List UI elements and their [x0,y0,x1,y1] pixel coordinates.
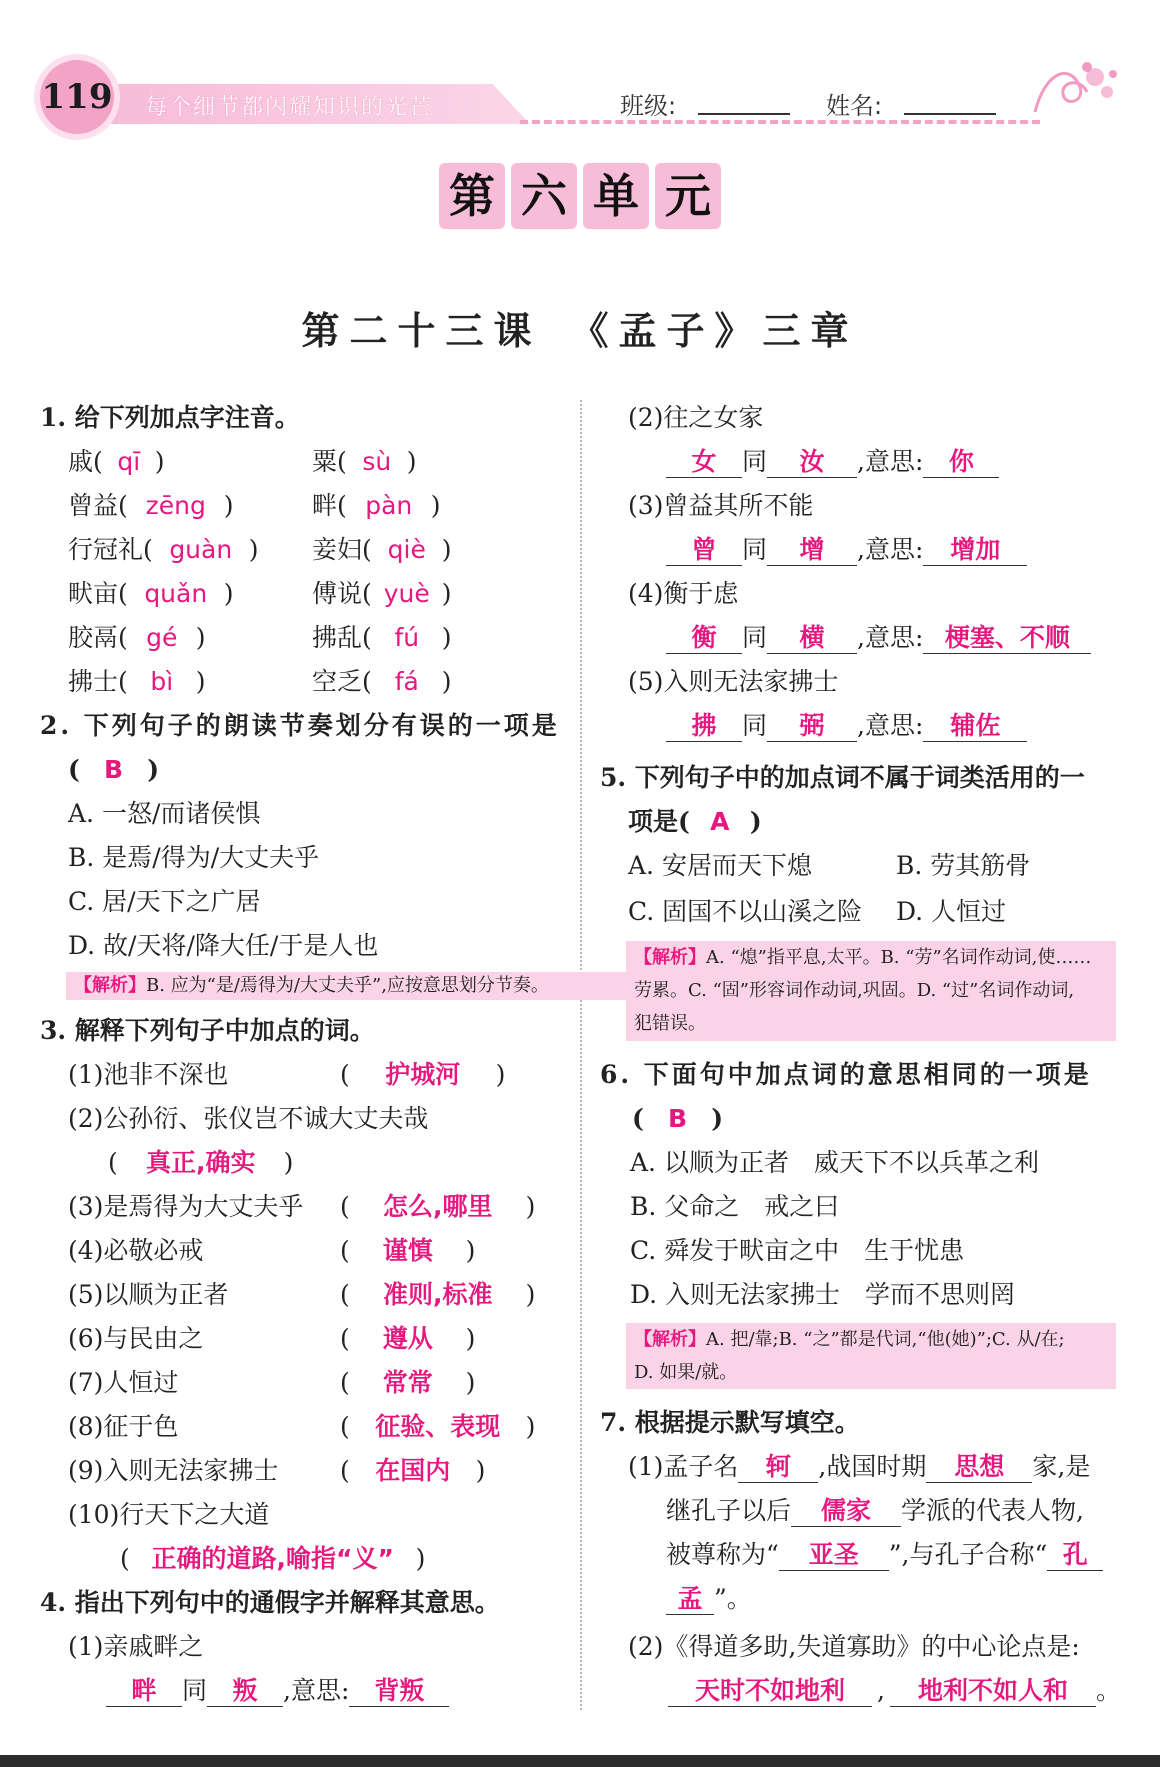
name-field[interactable] [904,113,996,115]
q6-option: D. 入则无法家拂士 学而不思则罔 [630,1280,1016,1309]
q2-analysis: 【解析】B. 应为“是/焉得为/大丈夫乎”,应按意思划分节奏。 [66,972,626,1000]
q7-line: 孟 ”。 [666,1584,752,1615]
lesson-title: 第二十三课 《孟子》三章 [301,308,859,353]
q3-question: (2)公孙衍、张仪岂不诚大丈夫哉 [68,1104,429,1133]
q2-option: A. 一怒/而诸侯惧 [68,799,261,828]
q3-answer: ( 护城河 ) [340,1060,506,1089]
q3-answer: ( 征验、表现 ) [340,1412,536,1441]
q4-question: (5)入则无法家拂士 [628,667,839,696]
q7-line: 天时不如地利 , 地利不如人和 。 [668,1676,1121,1707]
q4-answer: 拂 同 弼 ,意思: 辅佐 [666,711,1027,742]
class-label: 班级: [620,92,677,120]
q5-option: C. 固国不以山溪之险 [628,897,863,926]
q4-answer: 女 同 汝 ,意思: 你 [666,447,999,478]
q3-answer: ( 谨慎 ) [340,1236,476,1265]
q7-line: (2)《得道多助,失道寡助》的中心论点是: [628,1632,1080,1661]
q1-item: 行冠礼( guàn ) [68,535,259,564]
q1-item: 妾妇( qiè ) [312,535,452,564]
q1-item: 拂乱( fú ) [312,623,452,652]
q5-option: A. 安居而天下熄 [628,851,812,880]
q7-title: 7. 根据提示默写填空。 [600,1408,860,1437]
unit-title-char: 元 [655,163,721,229]
q2-option: D. 故/天将/降大任/于是人也 [68,931,379,960]
flower-ornament-icon [1025,52,1125,124]
q4-question: (3)曾益其所不能 [628,491,814,520]
header-slogan: 每个细节都闪耀知识的光芒 [145,95,434,120]
q4-answer: 畔 同 叛 ,意思: 背叛 [106,1676,449,1707]
q3-answer: ( 正确的道路,喻指“义” ) [120,1544,426,1573]
q1-item: 空乏( fá ) [312,667,452,696]
bottom-bar [0,1755,1160,1767]
q1-item: 曾益( zēng ) [68,491,234,520]
unit-title-char: 单 [583,163,649,229]
q5-analysis: 【解析】A. “熄”指平息,太平。B. “劳”名词作动词,使…… 劳累。C. “固”形容词作动词,巩固。D. “过”名词作动词, 犯错误。 [626,941,1116,1041]
q1-item: 胶鬲( gé ) [68,623,206,652]
q3-question: (1)池非不深也 [68,1060,229,1089]
q3-answer: ( 准则,标准 ) [340,1280,536,1309]
q1-item: 畔( pàn ) [312,491,441,520]
q7-line: 继孔子以后 儒家 学派的代表人物, [666,1496,1084,1525]
q3-title: 3. 解释下列句子中加点的词。 [40,1016,375,1045]
q7-line: 被尊称为“ 亚圣 ”,与孔子合称“ 孔 [666,1540,1103,1571]
q3-question: (5)以顺为正者 [68,1280,229,1309]
q1-item: 畎亩( quǎn ) [68,579,234,608]
name-label: 姓名: [826,92,883,120]
q5-option: B. 劳其筋骨 [896,851,1031,880]
q1-item: 戚( qī ) [68,447,165,476]
q3-answer: ( 怎么,哪里 ) [340,1192,536,1221]
q3-answer: ( 在国内 ) [340,1456,486,1485]
q3-answer: ( 真正,确实 ) [108,1148,294,1177]
q1-item: 傅说( yuè ) [312,579,452,608]
q1-item: 拂士( bì ) [68,667,206,696]
page-number: 119 [40,60,114,134]
q3-answer: ( 遵从 ) [340,1324,476,1353]
q2-title: 2. 下列句子的朗读节奏划分有误的一项是 [40,711,560,740]
unit-title [0,163,1160,229]
q4-question: (4)衡于虑 [628,579,739,608]
class-field[interactable] [698,113,790,115]
q3-question: (9)入则无法家拂士 [68,1456,279,1485]
q2-option: C. 居/天下之广居 [68,887,261,916]
q4-question: (2)往之女家 [628,403,764,432]
q3-question: (4)必敬必戒 [68,1236,204,1265]
unit-title-char: 第 [439,163,505,229]
q7-line: (1)孟子名 轲 ,战国时期 思想 家,是 [628,1452,1091,1481]
header-dashed-line [520,120,1040,124]
q3-question: (10)行天下之大道 [68,1500,270,1529]
unit-title-char: 六 [511,163,577,229]
q3-question: (7)人恒过 [68,1368,179,1397]
q3-question: (3)是焉得为大丈夫乎 [68,1192,304,1221]
column-divider [580,400,582,1710]
q4-question: (1)亲戚畔之 [68,1632,204,1661]
q5-option: D. 人恒过 [896,897,1007,926]
q1-item: 粟( sù ) [312,447,417,476]
q6-answer: ( B ) [632,1104,724,1133]
q6-analysis: 【解析】A. 把/靠;B. “之”都是代词,“他(她)”;C. 从/在; D. 如果/就。 [626,1323,1116,1389]
q5-title: 5. 下列句子中的加点词不属于词类活用的一 [600,763,1085,792]
q3-question: (8)征于色 [68,1412,179,1441]
q3-answer: ( 常常 ) [340,1368,476,1397]
q3-question: (6)与民由之 [68,1324,204,1353]
q2-answer: ( B ) [68,755,160,784]
q2-option: B. 是焉/得为/大丈夫乎 [68,843,320,872]
q6-option: A. 以顺为正者 威天下不以兵革之利 [630,1148,1039,1177]
q6-option: C. 舜发于畎亩之中 生于忧患 [630,1236,965,1265]
q4-title: 4. 指出下列句中的通假字并解释其意思。 [40,1588,500,1617]
q6-option: B. 父命之 戒之曰 [630,1192,840,1221]
q1-title: 1. 给下列加点字注音。 [40,403,300,432]
q5-answer: 项是( A ) [628,807,762,836]
q4-answer: 衡 同 横 ,意思: 梗塞、不顺 [666,623,1091,654]
q4-answer: 曾 同 增 ,意思: 增加 [666,535,1027,566]
q6-title: 6. 下面句中加点词的意思相同的一项是 [600,1060,1092,1089]
